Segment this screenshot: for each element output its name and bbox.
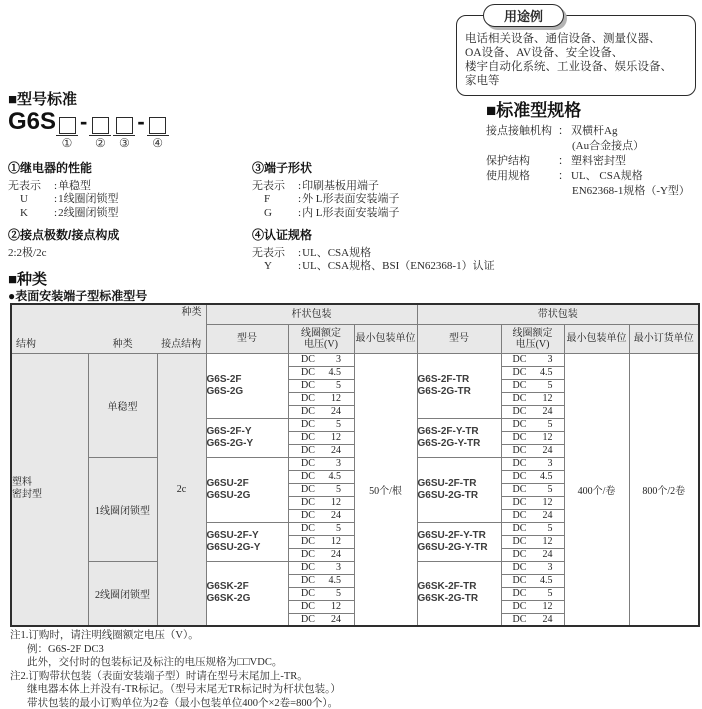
cell-rod-min-pack: 50个/根 [354,353,417,626]
code-value: 2:2极/2c [8,246,47,259]
header-col-min-pack: 最小包装单位 [564,324,629,353]
header-col-model: 型号 [417,324,501,353]
cell-tape-model: G6SU-2F-Y-TR G6SU-2G-Y-TR [417,522,501,561]
code-row [8,193,246,207]
cell-tape-voltage: DC 5 [501,522,564,535]
cell-tape-voltage: DC 4.5 [501,574,564,587]
cell-rod-voltage: DC 24 [288,405,354,418]
cell-rod-voltage: DC 3 [288,457,354,470]
code-digit: ④ [152,136,164,150]
code-title-1: ①继电器的性能 [8,161,93,175]
cell-tape-min-pack: 400个/卷 [564,353,629,626]
code-desc: 2线圈闭锁型 [58,206,119,219]
spec-value: 双横杆Ag [571,125,618,137]
code-term: 无表示 [252,246,285,259]
standard-spec-heading: ■标准型规格 [486,101,582,120]
code-row [8,207,246,221]
cell-tape-voltage: DC 12 [501,535,564,548]
code-desc: UL、CSA规格、BSI（EN62368-1）认证 [302,260,495,272]
code-box-icon [149,117,166,134]
code-term: F [264,193,271,205]
spec-value: EN62368-1规格（-Y型） [572,185,690,197]
cell-tape-voltage: DC 3 [501,561,564,574]
code-box-icon [116,117,133,134]
cell-rod-voltage: DC 3 [288,353,354,366]
cell-rod-voltage: DC 5 [288,483,354,496]
cell-rod-voltage: DC 4.5 [288,366,354,379]
spec-label: 接点接触机构 [486,125,552,137]
cell-tape-voltage: DC 24 [501,548,564,561]
header-col-voltage: 线圈额定 电压(V) [501,324,564,353]
cell-tape-voltage: DC 12 [501,431,564,444]
code-title-2: ②接点极数/接点构成 [8,228,120,242]
code-colon: : [298,206,302,219]
cell-tape-voltage: DC 12 [501,392,564,405]
cell-kind-1coil-latching: 1线圈闭锁型 [88,457,157,561]
cell-tape-voltage: DC 5 [501,587,564,600]
note-line: 带状包装的最小订购单位为2卷（最小包装单位400个×2卷=800个）。 [27,697,339,709]
header-kind-corner: 种类 [181,307,202,318]
spec-label: 使用规格 [486,170,530,182]
code-digit: ② [94,136,106,150]
cell-tape-voltage: DC 12 [501,600,564,613]
header-col-voltage: 线圈额定 电压(V) [288,324,354,353]
usage-example-box [456,9,696,96]
cell-rod-model: G6SK-2F G6SK-2G [206,561,288,626]
model-code-diagram [8,110,169,149]
header-tape-group: 带状包装 [417,304,699,324]
cell-structure: 塑料 密封型 [11,353,88,626]
model-standard-heading: ■型号标准 [8,91,78,108]
cell-rod-voltage: DC 5 [288,522,354,535]
cell-rod-voltage: DC 24 [288,444,354,457]
cell-rod-voltage: DC 12 [288,600,354,613]
code-desc: 1线圈闭锁型 [58,193,119,205]
usage-line: 楼宇自动化系统、工业设备、娱乐设备、 [465,61,672,73]
note-line: 注2.订购带状包装（表面安装端子型）时请在型号末尾加上-TR。 [10,670,308,682]
code-colon: : [298,179,302,192]
spec-colon: ： [558,155,569,167]
note-line: 此外，交付时的包装标记及标注的电压规格为□□VDC。 [27,657,283,668]
code-desc: 外 L形表面安装端子 [302,193,400,205]
cell-tape-voltage: DC 3 [501,353,564,366]
usage-line: 家电等 [465,75,500,87]
code-term: 无表示 [252,179,285,192]
code-section-right [252,162,584,274]
header-col-min-order: 最小订货单位 [629,324,699,353]
cell-tape-voltage: DC 24 [501,405,564,418]
code-row [8,180,246,194]
code-desc: 内 L形表面安装端子 [302,206,400,219]
spec-value: (Au合金接点） [572,140,645,152]
cell-kind-monostable: 单稳型 [88,353,157,457]
code-row [252,193,584,207]
cell-rod-voltage: DC 5 [288,379,354,392]
code-colon: : [54,179,58,192]
cell-rod-voltage: DC 12 [288,431,354,444]
cell-tape-voltage: DC 24 [501,444,564,457]
note-line: 继电器本体上并没有-TR标记。（型号末尾无TR标记时为杆状包装。） [27,684,341,695]
cell-tape-voltage: DC 5 [501,418,564,431]
header-col-structure: 结构 [16,338,36,350]
code-colon: : [54,193,58,205]
header-col-model: 型号 [206,324,288,353]
header-col-contact: 接点结构 [161,338,202,350]
code-digit: ③ [118,136,130,150]
note-line: 注1.订购时，请注明线圈额定电压（V）。 [10,630,199,641]
code-desc: 印刷基板用端子 [302,179,380,192]
cell-rod-voltage: DC 24 [288,548,354,561]
code-box-icon [59,117,76,134]
header-corner [11,304,206,353]
code-row [252,247,584,261]
usage-example-title: 用途例 [483,4,564,27]
cell-tape-voltage: DC 4.5 [501,366,564,379]
cell-rod-model: G6SU-2F G6SU-2G [206,457,288,522]
cell-rod-model: G6S-2F G6S-2G [206,353,288,418]
note-line: 例：G6S-2F DC3 [27,643,104,655]
model-code-unit-2 [89,117,111,149]
cell-tape-voltage: DC 5 [501,379,564,392]
cell-tape-model: G6SU-2F-TR G6SU-2G-TR [417,457,501,522]
kinds-subheading: ●表面安装端子型标准型号 [8,289,148,303]
code-section-left [8,162,246,260]
cell-tape-voltage: DC 24 [501,613,564,626]
cell-tape-model: G6SK-2F-TR G6SK-2G-TR [417,561,501,626]
spec-value: UL、 CSA规格 [571,170,643,182]
cell-rod-model: G6SU-2F-Y G6SU-2G-Y [206,522,288,561]
code-term: Y [264,260,272,272]
code-title-3: ③端子形状 [252,161,313,175]
cell-rod-voltage: DC 4.5 [288,574,354,587]
usage-line: 电话相关设备、通信设备、测量仪器、 [465,33,661,45]
cell-tape-voltage: DC 4.5 [501,470,564,483]
code-colon: : [298,260,302,272]
code-term: 无表示 [8,179,41,192]
cell-rod-voltage: DC 3 [288,561,354,574]
cell-rod-model: G6S-2F-Y G6S-2G-Y [206,418,288,457]
header-col-min-pack: 最小包装单位 [354,324,417,353]
model-code-unit-3 [113,117,135,149]
cell-tape-voltage: DC 24 [501,509,564,522]
spec-value: 塑料密封型 [571,155,626,167]
code-term: G [264,206,272,219]
model-hyphen: - [137,109,145,134]
header-rod-group: 杆状包装 [206,304,417,324]
spec-row [486,139,700,154]
model-prefix: G6S [8,108,57,135]
cell-min-order: 800个/2卷 [629,353,699,626]
cell-rod-voltage: DC 12 [288,392,354,405]
spec-colon: ： [558,170,569,182]
code-colon: : [298,193,302,205]
cell-tape-voltage: DC 5 [501,483,564,496]
code-row [252,180,584,194]
model-code-unit-1 [56,117,78,149]
cell-kind-2coil-latching: 2线圈闭锁型 [88,561,157,626]
usage-line: OA设备、AV设备、安全设备、 [465,47,624,59]
types-table [10,303,700,627]
code-desc: 单稳型 [58,179,92,192]
cell-rod-voltage: DC 24 [288,613,354,626]
code-colon: : [54,206,58,219]
cell-rod-voltage: DC 5 [288,587,354,600]
code-term: K [20,206,28,219]
cell-tape-voltage: DC 12 [501,496,564,509]
model-code-unit-4 [147,117,169,149]
code-box-icon [92,117,109,134]
code-row [252,260,584,274]
cell-rod-voltage: DC 24 [288,509,354,522]
code-row [252,207,584,221]
spec-colon: ： [558,125,569,137]
code-desc: UL、CSA规格 [302,246,372,259]
code-digit: ① [61,136,73,150]
spec-row [486,124,700,139]
header-col-kind: 种类 [112,338,133,350]
kinds-heading: ■种类 [8,271,48,288]
notes-section [10,629,341,709]
code-title-4: ④认证规格 [252,228,313,242]
code-colon: : [298,246,302,259]
cell-rod-voltage: DC 5 [288,418,354,431]
cell-rod-voltage: DC 12 [288,496,354,509]
cell-tape-model: G6S-2F-TR G6S-2G-TR [417,353,501,418]
cell-rod-voltage: DC 4.5 [288,470,354,483]
code-term: U [20,193,28,205]
cell-tape-voltage: DC 3 [501,457,564,470]
spec-label: 保护结构 [486,155,530,167]
model-hyphen: - [80,109,88,134]
cell-tape-model: G6S-2F-Y-TR G6S-2G-Y-TR [417,418,501,457]
cell-rod-voltage: DC 12 [288,535,354,548]
cell-contact: 2c [157,353,206,626]
